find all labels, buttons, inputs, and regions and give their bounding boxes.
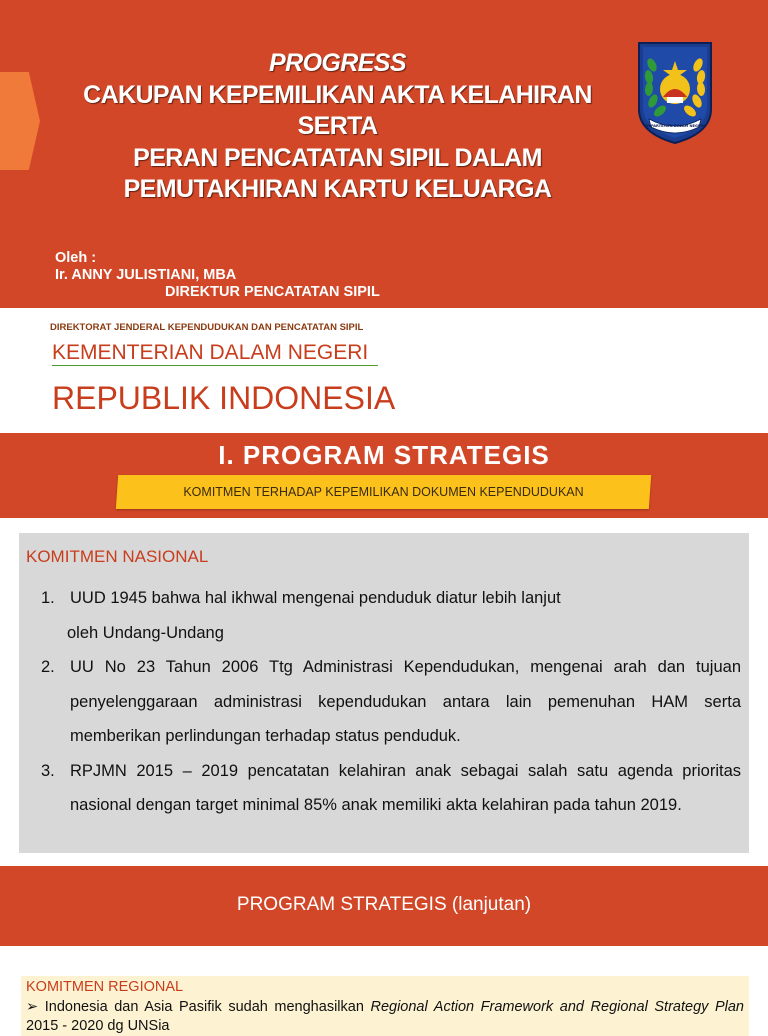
slide-title: PROGRAM STRATEGIS (lanjutan) [236,894,532,915]
slide-title [60,48,615,206]
chevron-decoration [0,72,40,170]
slide-header [0,433,768,518]
list-text: RPJMN 2015 – 2019 pencatatan kelahiran anak sebagai salah satu agenda prioritas nasional dengan target minimal 85% anak memiliki akta kelahiran pada tahun 2019. [70,761,741,814]
list-text: UU No 23 Tahun 2006 Ttg Administrasi Kependudukan, mengenai arah dan tujuan penyelenggaraan administrasi kependudukan antara lain pemenuhan HAM serta memberikan perlindungan terhadap status penduduk. [70,658,741,745]
title-line: PROGRESS [269,49,406,77]
content-panel [21,976,749,1036]
list-text-italic: Regional Action Framework and Regional Strategy Plan [370,999,744,1015]
author-block [55,250,380,301]
section-title: KOMITMEN REGIONAL [26,979,184,995]
author-title: DIREKTUR PENCATATAN SIPIL [165,284,380,300]
list-item [41,754,741,823]
title-line: PERAN PENCATATAN SIPIL DALAM [133,143,542,172]
emblem-icon [637,41,713,145]
emblem-ribbon-text: DEPARTEMEN DALAM NEGERI [645,124,705,128]
list-number: 2. [41,658,55,676]
list-number: 1. [41,589,55,607]
section-title: KOMITMEN NASIONAL [26,547,209,566]
program-strategis-slide [0,433,768,858]
slide-title: I. PROGRAM STRATEGIS [218,440,550,470]
title-line: SERTA [297,112,378,140]
list-text: Indonesia dan Asia Pasifik sudah menghasilkan [44,999,371,1015]
commitment-list [41,581,741,823]
title-slide-banner [0,0,768,308]
list-item [41,581,741,616]
list-text: UUD 1945 bahwa hal ikhwal mengenai penduduk diatur lebih lanjut [70,589,561,607]
republic-label: REPUBLIK INDONESIA [52,380,396,416]
title-line: PEMUTAKHIRAN KARTU KELUARGA [123,175,552,203]
author-name: Ir. ANNY JULISTIANI, MBA [55,267,237,283]
list-number: 3. [41,761,55,780]
title-slide-footer [0,308,768,424]
list-item [41,650,741,754]
list-item [26,998,744,1036]
title-line: CAKUPAN KEPEMILIKAN AKTA KELAHIRAN [83,80,592,109]
ministry-label: KEMENTERIAN DALAM NEGERI [52,341,378,366]
program-strategis-lanjutan-slide [0,866,768,1034]
list-text-tail: 2015 - 2020 dg UNSia [26,1018,170,1034]
slide-header [0,866,768,946]
author-label: Oleh : [55,250,97,266]
bullet-arrow-icon: ➢ [26,999,39,1015]
content-panel [19,533,749,853]
list-text-continued: oleh Undang-Undang [67,623,224,642]
subtitle-text: KOMITMEN TERHADAP KEPEMILIKAN DOKUMEN KEPENDUDUKAN [183,485,584,499]
directorate-label: DIREKTORAT JENDERAL KEPENDUDUKAN DAN PENCATATAN SIPIL [50,322,364,333]
